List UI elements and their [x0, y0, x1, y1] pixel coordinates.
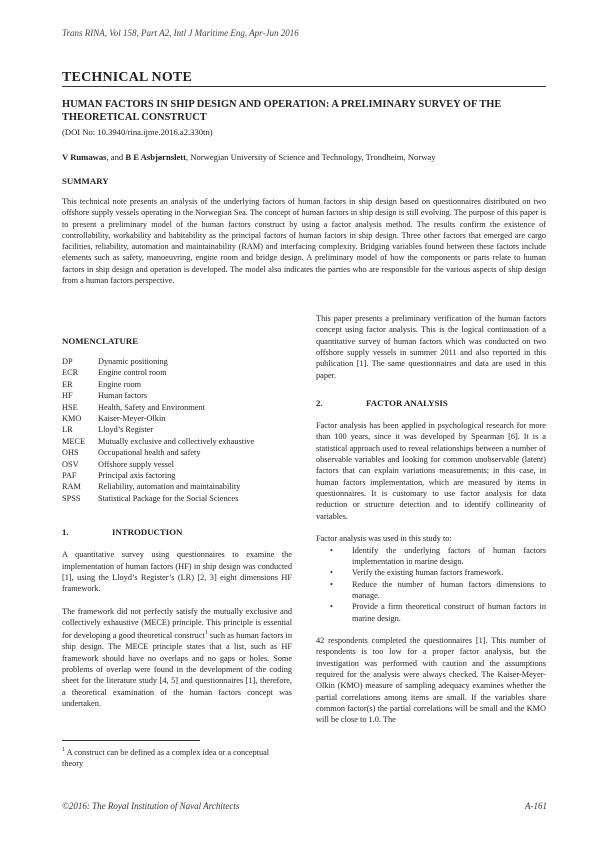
authors: [62, 152, 436, 162]
author-2: B E Asbjørnslett: [125, 152, 186, 162]
bullet-icon: •: [330, 568, 333, 578]
bullet-icon: •: [330, 602, 333, 612]
nomenclature-row: [62, 390, 254, 401]
summary-text: This technical note presents an analysis of the underlying factors of human factors in ship design based on questionnaires distributed on two offshore supply vessels operating in the Norwegian Sea. The concept of human factors in ship design is still evolving. The purpose of this paper is to present a preliminary model of the human factors construct by using a factor analysis method. The results confirm the existence of controllability, workability and habitability as the principal factors of human factors in ship design. Three other factors that emerged are cargo facilities, reliability, automation and maintainability (RAM) and interfacing complexity. Bridging variables found between these factors include elements such as safety, manoeuvring, engine room and bridge design. A preliminary model of how the components or parts relate to human factors in ship design and operation is developed. The model also indicates the parties who are responsible for the various aspects of ship design from a human factors perspective.: [62, 197, 546, 286]
intro-heading: [62, 527, 292, 537]
footnote-rule: [62, 740, 200, 741]
factor-bullet-list: [316, 545, 546, 624]
nomenclature-def: Offshore supply vessel: [98, 459, 174, 469]
nomenclature-row: [62, 367, 254, 378]
nomenclature-abbr: ECR: [62, 368, 79, 378]
intro-p2-a: The framework did not perfectly satisfy the mutually exclusive and collectively exhaustive (MECE) principle. This principle is essential for developing a good theoretical construct: [62, 606, 292, 641]
doi: (DOI No: 10.3940/rina.ijme.2016.a2.330tn): [62, 127, 213, 137]
nomenclature-row: [62, 447, 254, 458]
nomenclature-row: [62, 470, 254, 481]
nomenclature-abbr: SPSS: [62, 493, 81, 503]
note-type-heading: TECHNICAL NOTE: [62, 70, 192, 85]
factor-paragraph-2: Factor analysis was used in this study to:: [316, 534, 452, 544]
nomenclature-row: [62, 493, 254, 504]
nomenclature-abbr: HF: [62, 391, 73, 401]
nomenclature-def: Health, Safety and Environment: [98, 402, 205, 412]
heading-rule: [62, 86, 546, 87]
footnote-number: 1: [62, 747, 65, 753]
nomenclature-def: Dynamic positioning: [98, 357, 168, 366]
nomenclature-row: [62, 481, 254, 492]
footer-page-number: A-161: [525, 801, 547, 811]
factor-paragraph-3: 42 respondents completed the questionnaires [1]. This number of respondents is too low for a proper factor analysis, but the investigation was performed with caution and the assumptions required for the analysis were always checked. The Kaiser-Meyer-Olkin (KMO) measure of sampling adequacy examines whether the partial correlations among items are small. If the variables share common factor(s) the partial correlations will be small and the KMO will be close to 1.0. The: [316, 635, 546, 725]
list-item: [316, 579, 546, 602]
footnote-marker: 1: [204, 630, 208, 637]
nomenclature-table: [62, 356, 254, 504]
nomenclature-abbr: OSV: [62, 459, 79, 469]
bullet-text: Verify the existing human factors framework.: [352, 568, 504, 578]
paper-title: HUMAN FACTORS IN SHIP DESIGN AND OPERATION: A PRELIMINARY SURVEY OF THE THEORETICAL CONSTRUCT: [62, 99, 502, 123]
nomenclature-row: [62, 424, 254, 435]
factor-heading: [316, 398, 546, 408]
affiliation: , Norwegian University of Science and Technology, Trondheim, Norway: [186, 152, 436, 162]
nomenclature-def: Principal axis factoring: [98, 471, 176, 481]
nomenclature-def: Lloyd’s Register: [98, 425, 154, 435]
nomenclature-def: Human factors: [98, 391, 148, 401]
nomenclature-row: [62, 379, 254, 390]
factor-number: 2.: [316, 398, 323, 409]
bullet-text: Reduce the number of human factors dimensions to manage.: [352, 579, 546, 600]
bullet-icon: •: [330, 579, 333, 589]
nomenclature-def: Engine control room: [98, 368, 167, 378]
footnote: [62, 745, 292, 769]
nomenclature-abbr: KMO: [62, 414, 82, 424]
nomenclature-abbr: MECE: [62, 436, 86, 446]
nomenclature-row: [62, 413, 254, 424]
intro-p2-b: such as human factors in ship design. The MECE principle states that a list, such as HF framework should have no overlaps and no gaps or holes. Some problems of overlap were found in the development of the coding sheet for the literature study [4, 5] and questionnaires [1], therefore, a theoretical examination of the human factors concept was undertaken.: [62, 631, 292, 709]
author-1: V Rumawas: [62, 152, 107, 162]
nomenclature-row: [62, 356, 254, 367]
nomenclature-row: [62, 402, 254, 413]
nomenclature-def: Mutually exclusive and collectively exhaustive: [98, 436, 255, 446]
left-column: [62, 336, 292, 710]
summary-heading: SUMMARY: [62, 176, 109, 186]
intro-number: 1.: [62, 527, 69, 538]
intro-paragraph-1: A quantitative survey using questionnaires to examine the implementation of human factors (HF) in ship design was conducted [1], using the Lloyd’s Register’s (LR) [2, 3] eight dimensions HF framework.: [62, 550, 292, 594]
intro-title: INTRODUCTION: [112, 527, 183, 538]
bullet-icon: •: [330, 545, 333, 555]
intro-paragraph-2: [62, 606, 292, 710]
nomenclature-row: [62, 459, 254, 470]
footnote-text: A construct can be defined as a complex idea or a conceptual theory: [62, 747, 270, 769]
nomenclature-def: Kaiser-Meyer-Olkin: [98, 414, 166, 424]
nomenclature-def: Engine room: [98, 379, 142, 389]
nomenclature-abbr: HSE: [62, 402, 78, 412]
nomenclature-abbr: ER: [62, 379, 73, 389]
list-item: [316, 567, 546, 578]
nomenclature-def: Statistical Package for the Social Sciences: [98, 493, 239, 503]
nomenclature-abbr: PAF: [62, 471, 77, 481]
factor-paragraph-1: Factor analysis has been applied in psychological research for more than 100 years, since it was developed by Spearman [6]. It is a statistical approach used to reveal relationships between a number of observable variables and looking for common unobservable (latent) factors that can explain variations measurements; in this case, in human factors implementation, which are measured by items in questionnaires. It is customary to use factor analysis for data reduction or structure detection and to identify collinearity of variables.: [316, 421, 546, 521]
nomenclature-def: Occupational health and safety: [98, 448, 201, 458]
journal-header: Trans RINA, Vol 158, Part A2, Intl J Maritime Eng, Apr-Jun 2016: [62, 28, 299, 38]
bullet-text: Identify the underlying factors of human factors implementation in marine design.: [352, 545, 546, 566]
footer-copyright: ©2016: The Royal Institution of Naval Architects: [62, 801, 240, 811]
author-separator: , and: [106, 152, 126, 162]
factor-title: FACTOR ANALYSIS: [366, 398, 448, 409]
nomenclature-heading: NOMENCLATURE: [62, 336, 139, 346]
nomenclature-abbr: DP: [62, 357, 73, 366]
list-item: [316, 601, 546, 624]
nomenclature-abbr: RAM: [62, 482, 81, 492]
nomenclature-abbr: LR: [62, 425, 73, 435]
nomenclature-row: [62, 436, 254, 447]
list-item: [316, 545, 546, 568]
bullet-text: Provide a firm theoretical construct of human factors in marine design.: [352, 602, 546, 623]
nomenclature-def: Reliability, automation and maintainability: [98, 482, 241, 492]
right-column: [316, 313, 546, 726]
nomenclature-abbr: OHS: [62, 448, 79, 458]
right-paragraph-1: This paper presents a preliminary verification of the human factors concept using factor analysis. This is the logical continuation of a quantitative survey of human factors which was conducted on two offshore supply vessels in summer 2011 and also reported in this publication [1]. The same questionnaires and data are used in this paper.: [316, 314, 546, 380]
